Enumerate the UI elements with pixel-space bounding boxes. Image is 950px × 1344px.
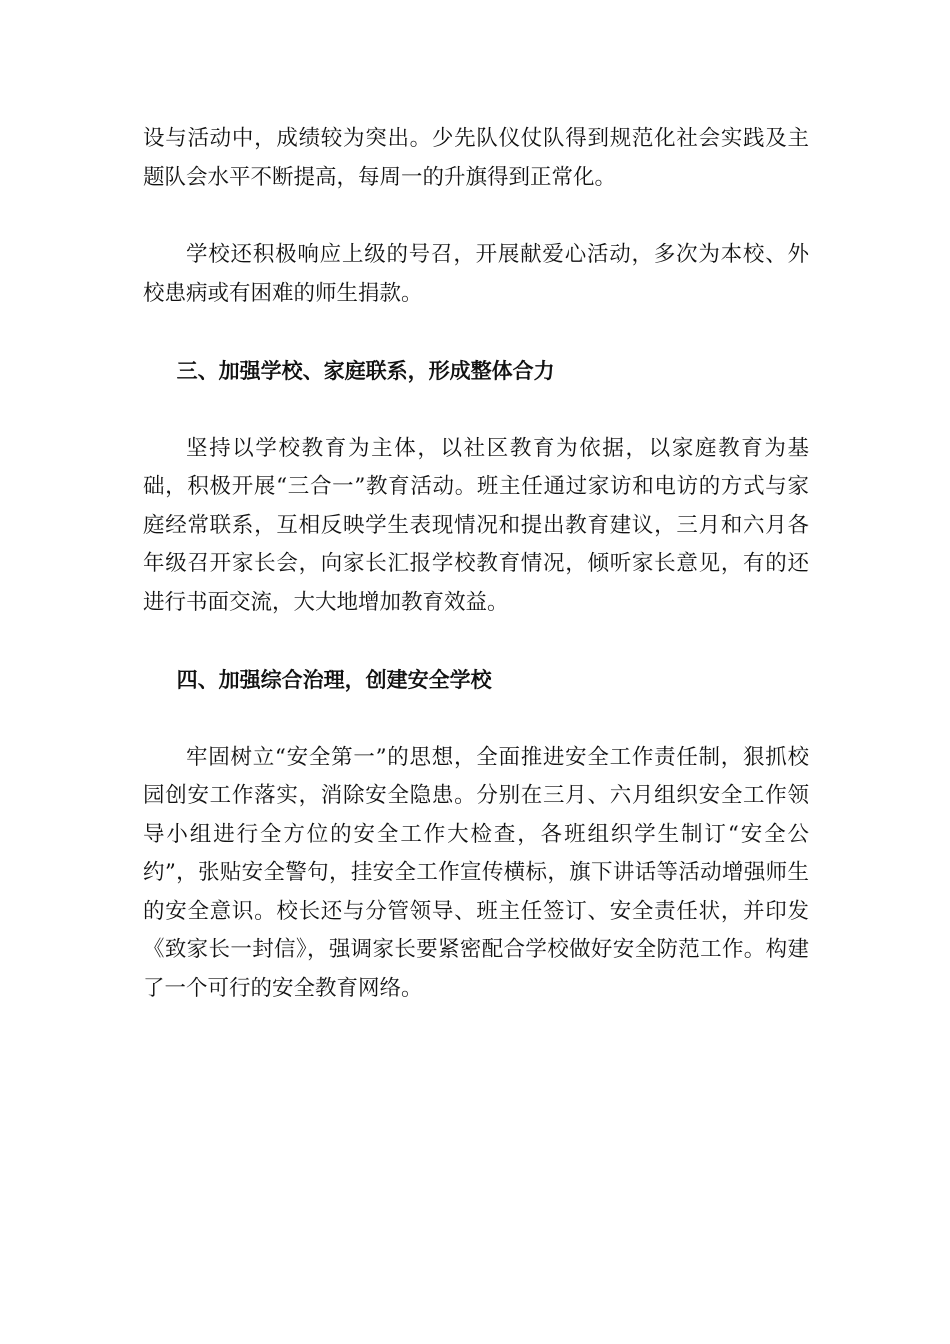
paragraph-safety: 牢固树立“安全第一”的思想，全面推进安全工作责任制，狠抓校园创安工作落实，消除安全隐患。分别在三月、六月组织安全工作领导小组进行全方位的安全工作大检查，各班组织学生制订“安全公约”，张贴安全警句，挂安全工作宣传横标，旗下讲话等活动增强师生的安全意识。校长还与分管领导、班主任签订、安全责任状，并印发《致家长一封信》，强调家长要紧密配合学校做好安全防范工作。构建了一个可行的安全教育网络。 [143, 744, 809, 1001]
section-heading-three: 三、加强学校、家庭联系，形成整体合力 [176, 359, 555, 383]
document-body [143, 120, 809, 1047]
paragraph-home-school: 坚持以学校教育为主体，以社区教育为依据，以家庭教育为基础，积极开展“三合一”教育活动。班主任通过家访和电访的方式与家庭经常联系，互相反映学生表现情况和提出教育建议，三月和六月各年级召开家长会，向家长汇报学校教育情况，倾听家长意见，有的还进行书面交流，大大地增加教育效益。 [143, 435, 809, 615]
section-heading-four: 四、加强综合治理，创建安全学校 [176, 668, 492, 692]
paragraph-activities-result: 设与活动中，成绩较为突出。少先队仪仗队得到规范化社会实践及主题队会水平不断提高，每周一的升旗得到正常化。 [143, 126, 809, 190]
paragraph-donation: 学校还积极响应上级的号召，开展献爱心活动，多次为本校、外校患病或有困难的师生捐款。 [143, 242, 809, 306]
